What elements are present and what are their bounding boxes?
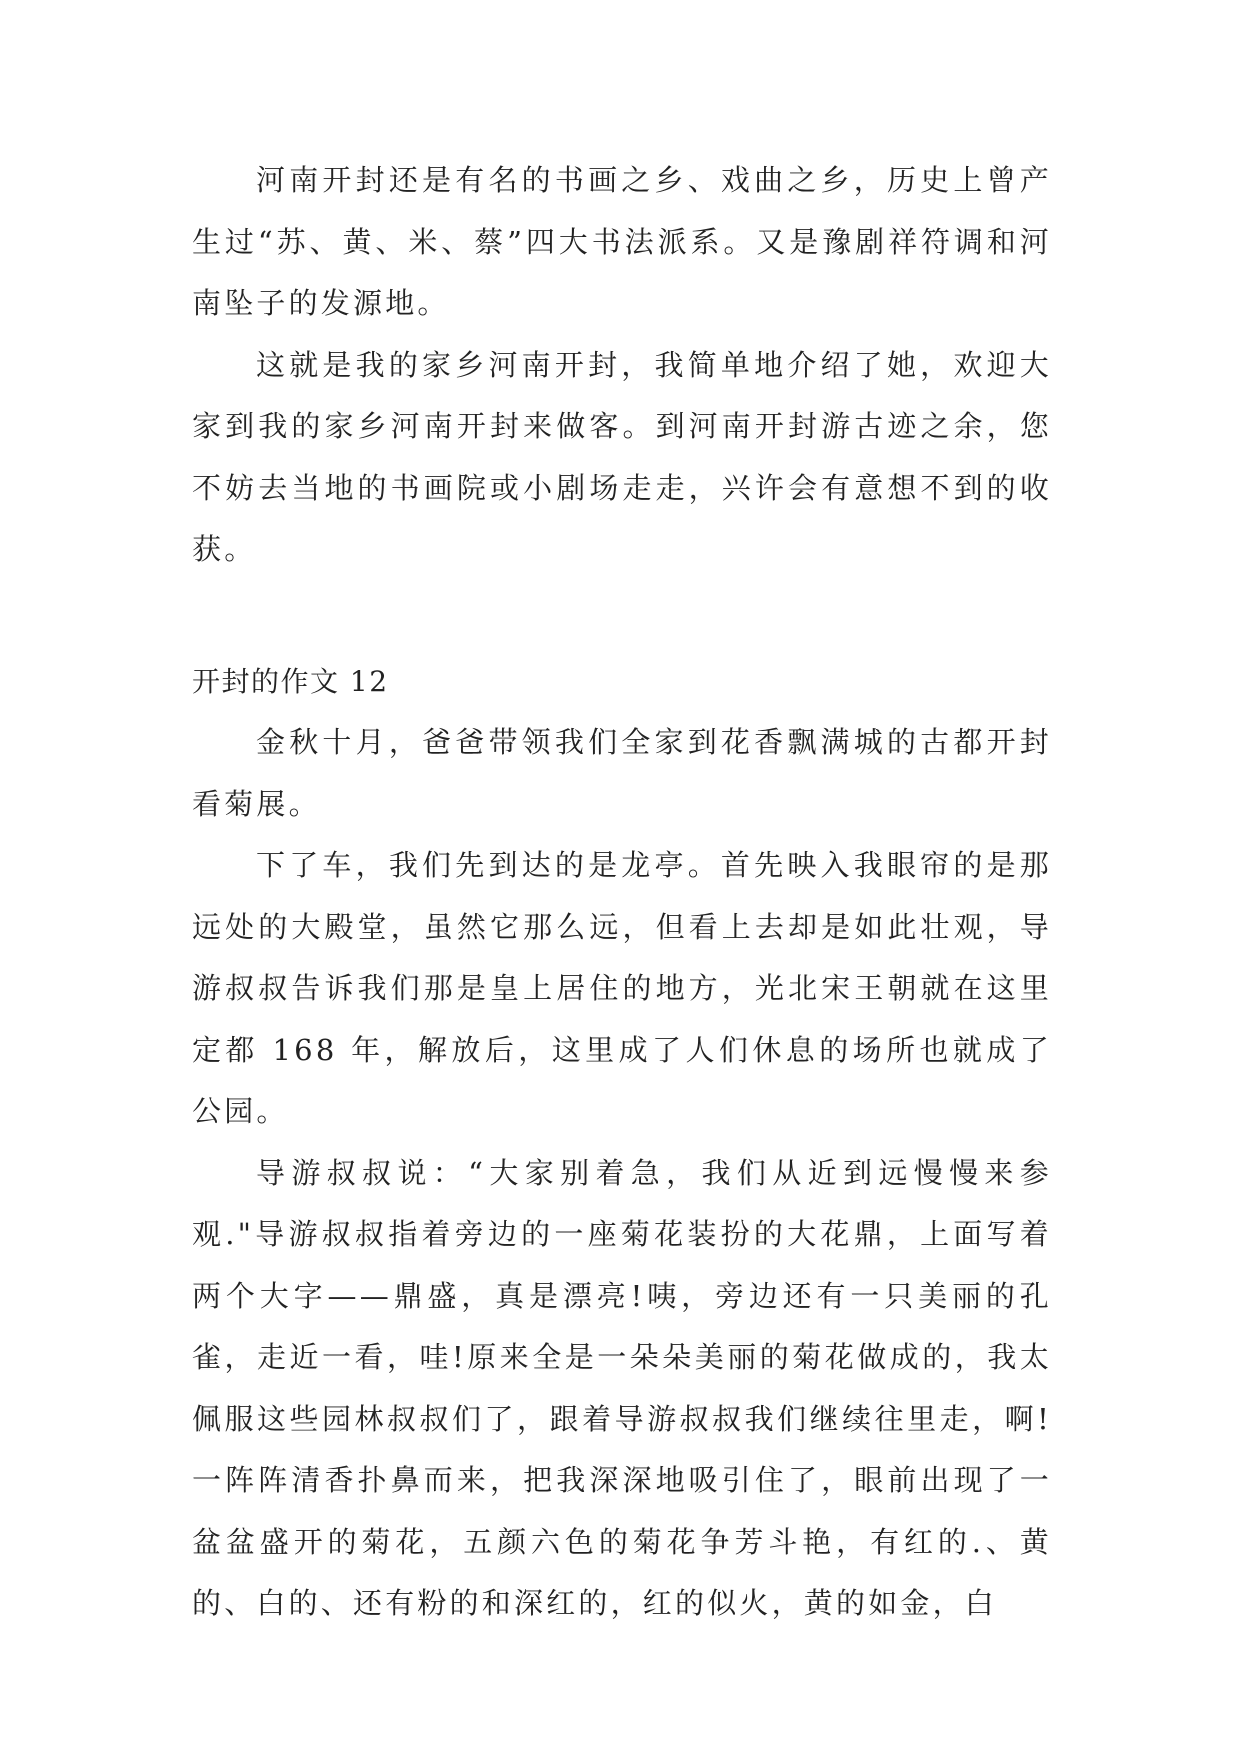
paragraph-welcome-invitation: 这就是我的家乡河南开封，我简单地介绍了她，欢迎大家到我的家乡河南开封来做客。到河南开封游古迹之余，您不妨去当地的书画院或小剧场走走，兴许会有意想不到的收获。 xyxy=(192,347,1052,566)
paragraph-chrysanthemum-trip: 金秋十月，爸爸带领我们全家到花香飘满城的古都开封看菊展。 xyxy=(192,725,1052,821)
document-body xyxy=(192,150,1052,1635)
paragraph-tour-guide: 导游叔叔说：“大家别着急，我们从近到远慢慢来参观."导游叔叔指着旁边的一座菊花装扮的大花鼎，上面写着两个大字——鼎盛，真是漂亮!咦，旁边还有一只美丽的孔雀，走近一看，哇!原来全是一朵朵美丽的菊花做成的，我太佩服这些园林叔叔们了，跟着导游叔叔我们继续往里走，啊!一阵阵清香扑鼻而来，把我深深地吸引住了，眼前出现了一盆盆盛开的菊花，五颜六色的菊花争芳斗艳，有红的.、黄的、白的、还有粉的和深红的，红的似火，黄的如金，白 xyxy=(192,1155,1052,1620)
paragraph-calligraphy-opera: 河南开封还是有名的书画之乡、戏曲之乡，历史上曾产生过“苏、黄、米、蔡”四大书法派系。又是豫剧祥符调和河南坠子的发源地。 xyxy=(192,163,1052,320)
section-title: 开封的作文 12 xyxy=(192,664,389,698)
paragraph-dragon-pavilion: 下了车，我们先到达的是龙亭。首先映入我眼帘的是那远处的大殿堂，虽然它那么远，但看上去却是如此壮观，导游叔叔告诉我们那是皇上居住的地方，光北宋王朝就在这里定都 168 年，解放后，这里成了人们休息的场所也就成了公园。 xyxy=(192,848,1052,1128)
